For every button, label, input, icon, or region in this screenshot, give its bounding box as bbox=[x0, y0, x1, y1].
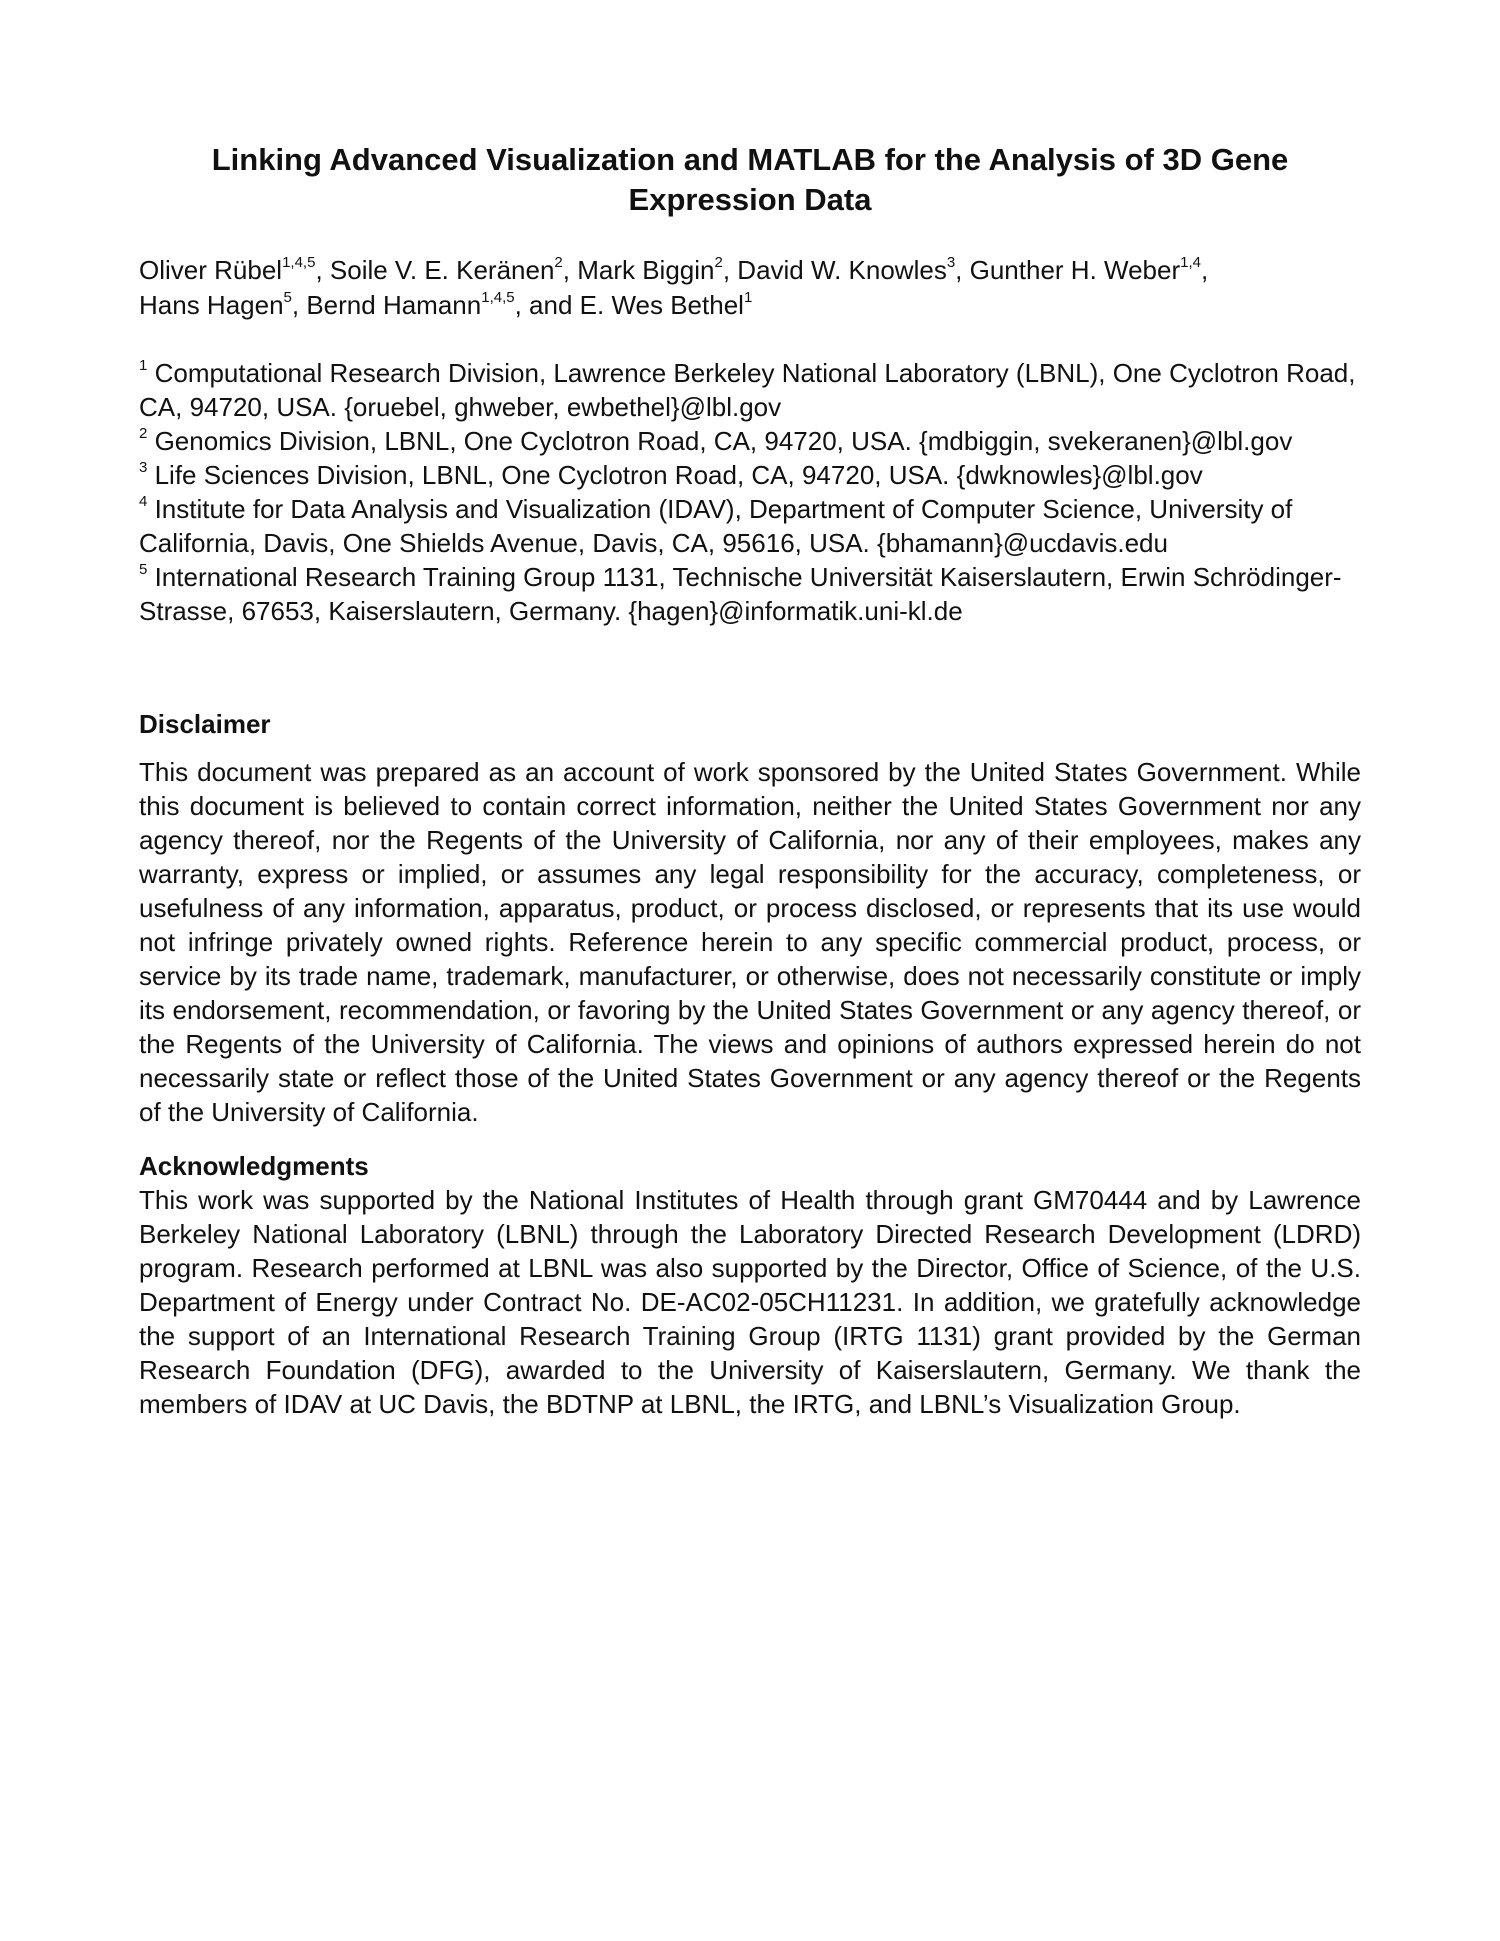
disclaimer-text: This document was prepared as an account of work sponsored by the United States Government. While this document is believed to contain correct information, neither the United States Government nor any agency thereof, nor the Regents of the University of California, nor any of their employees, makes any warranty, express or implied, or assumes any legal responsibility for the accuracy, completeness, or usefulness of any information, apparatus, product, or process disclosed, or represents that its use would not infringe privately owned rights. Reference herein to any specific commercial product, process, or service by its trade name, trademark, manufacturer, or otherwise, does not necessarily constitute or imply its endorsement, recommendation, or favoring by the United States Government or any agency thereof, or the Regents of the University of California. The views and opinions of authors expressed herein do not necessarily state or reflect those of the United States Government or any agency thereof or the Regents of the University of California. bbox=[139, 757, 1361, 1127]
affiliation: $^3$ Life Sciences Division, LBNL, One Cyclotron Road, CA, 94720, USA. {dwknowles}@lbl.gov bbox=[139, 459, 1203, 490]
author: Bernd Hamann$^{1,4,5}$, and bbox=[306, 289, 580, 320]
author: Hans Hagen$^5$, bbox=[139, 289, 307, 320]
affiliation: $^1$ Computational Research Division, Lawrence Berkeley National Laboratory (LBNL), One Cyclotron Road, CA, 94720, USA. {oruebel, ghweber, ewbethel}@lbl.gov bbox=[139, 357, 1356, 422]
affiliation: $^4$ Institute for Data Analysis and Visualization (IDAV), Department of Computer Science, University of California, Davis, One Shields Avenue, Davis, CA, 95616, USA. {bhamann}@ucdavis.edu bbox=[139, 493, 1293, 558]
affiliation: $^5$ International Research Training Group 1131, Technische Universität Kaiserslautern, Erwin Schrödinger-Strasse, 67653, Kaiserslautern, Germany. {hagen}@informatik.uni-kl.de bbox=[139, 561, 1342, 626]
disclaimer-section bbox=[139, 707, 1361, 1129]
author: E. Wes Bethel$^1$ bbox=[579, 289, 753, 320]
author: Oliver Rübel$^{1,4,5}$, bbox=[139, 254, 330, 285]
paper-title: Linking Advanced Visualization and MATLAB for the Analysis of 3D Gene Expression Data bbox=[211, 142, 1289, 217]
acknowledgments-heading: Acknowledgments bbox=[139, 1151, 369, 1181]
affiliation-list bbox=[139, 356, 1361, 628]
author: David W. Knowles$^3$, bbox=[737, 254, 970, 285]
disclaimer-heading: Disclaimer bbox=[139, 709, 271, 739]
author: Gunther H. Weber$^{1,4}$, bbox=[969, 254, 1209, 285]
author: Mark Biggin$^2$, bbox=[577, 254, 738, 285]
acknowledgments-section bbox=[139, 1149, 1361, 1421]
author-list bbox=[139, 253, 1361, 323]
acknowledgments-text: This work was supported by the National Institutes of Health through grant GM70444 and by Lawrence Berkeley National Laboratory (LBNL) through the Laboratory Directed Research Development (LDRD) program. Research performed at LBNL was also supported by the Director, Office of Science, of the U.S. Department of Energy under Contract No. DE-AC02-05CH11231. In addition, we gratefully acknowledge the support of an International Research Training Group (IRTG 1131) grant provided by the German Research Foundation (DFG), awarded to the University of Kaiserslautern, Germany. We thank the members of IDAV at UC Davis, the BDTNP at LBNL, the IRTG, and LBNL’s Visualization Group. bbox=[139, 1185, 1361, 1419]
paper-page bbox=[139, 140, 1361, 1421]
author: Soile V. E. Keränen$^2$, bbox=[329, 254, 578, 285]
affiliation: $^2$ Genomics Division, LBNL, One Cyclotron Road, CA, 94720, USA. {mdbiggin, svekeranen}@lbl.gov bbox=[139, 425, 1293, 456]
